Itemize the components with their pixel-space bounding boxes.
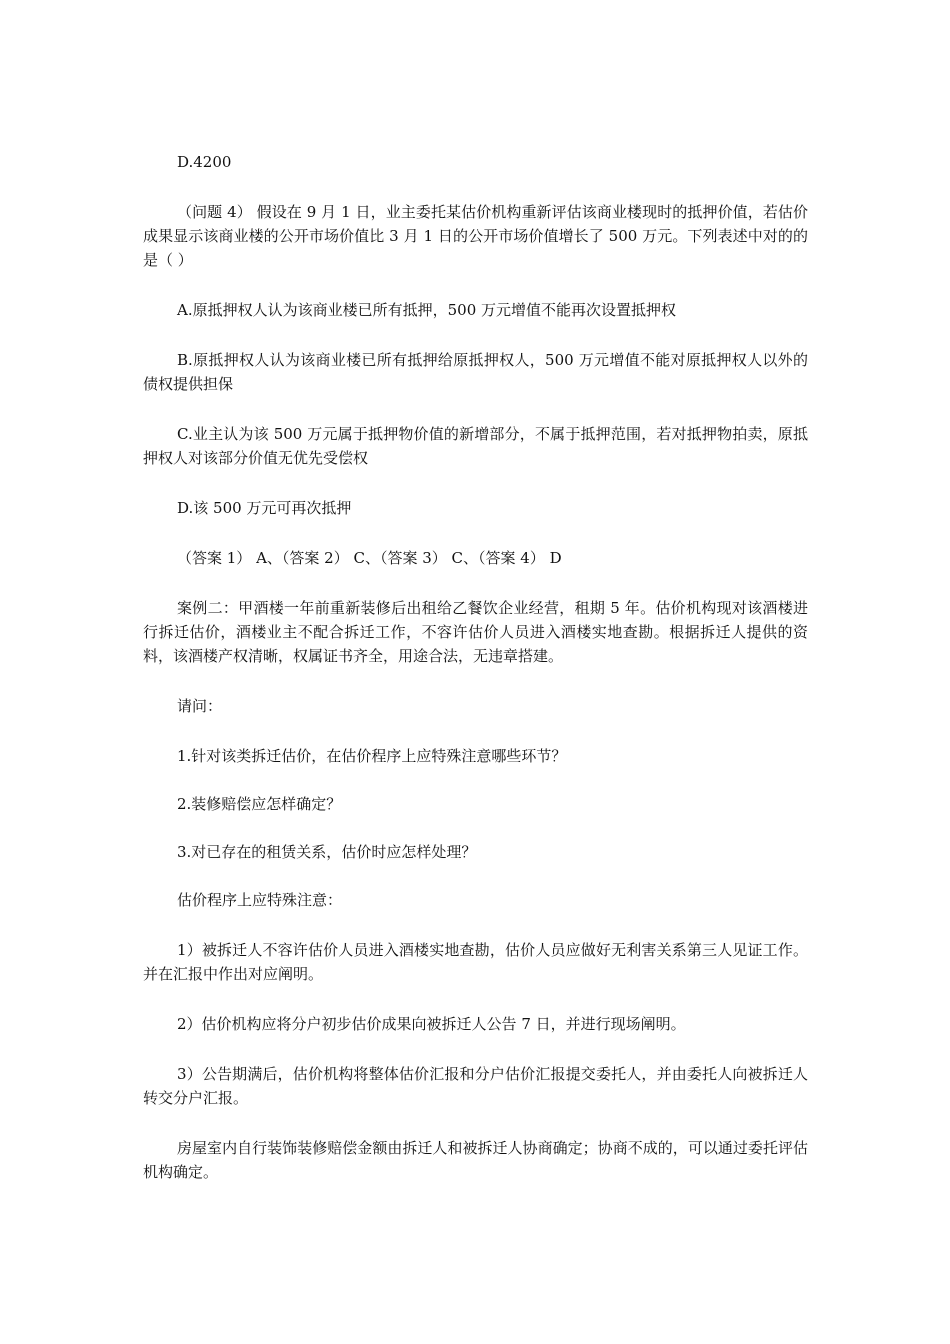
decoration-compensation-answer: 房屋室内自行装饰装修赔偿金额由拆迁人和被拆迁人协商确定；协商不成的，可以通过委托评估机构确定。 [143,1139,808,1181]
question-heading: 请问： [177,697,223,715]
option-c: C.业主认为该 500 万元属于抵押物价值的新增部分，不属于抵押范围，若对抵押物拍卖，原抵押权人对该部分价值无优先受偿权 [143,425,808,467]
answer-heading: 估价程序上应特殊注意： [177,891,343,909]
option-b: B.原抵押权人认为该商业楼已所有抵押给原抵押权人，500 万元增值不能对原抵押权人以外的债权提供担保 [143,351,808,393]
answer-point-2: 2）估价机构应将分户初步估价成果向被拆迁人公告 7 日，并进行现场阐明。 [177,1015,686,1033]
option-d: D.该 500 万元可再次抵押 [177,499,352,517]
question-3: 3.对已存在的租赁关系，估价时应怎样处理？ [177,843,477,861]
case-two-description: 案例二：甲酒楼一年前重新装修后出租给乙餐饮企业经营，租期 5 年。估价机构现对该酒楼进行拆迁估价，酒楼业主不配合拆迁工作，不容许估价人员进入酒楼实地查勘。根据拆迁人提供的资料，该酒楼产权清晰，权属证书齐全，用途合法，无违章搭建。 [143,599,808,665]
question-4: （问题 4） 假设在 9 月 1 日，业主委托某估价机构重新评估该商业楼现时的抵押价值，若估价成果显示该商业楼的公开市场价值比 3 月 1 日的公开市场价值增长了 500 万元。下列表述中对的的是（ ） [143,203,808,269]
option-a: A.原抵押权人认为该商业楼已所有抵押，500 万元增值不能再次设置抵押权 [177,301,677,319]
answer-point-1: 1）被拆迁人不容许估价人员进入酒楼实地查勘，估价人员应做好无利害关系第三人见证工作。并在汇报中作出对应阐明。 [143,941,808,983]
answer-point-3: 3）公告期满后，估价机构将整体估价汇报和分户估价汇报提交委托人，并由委托人向被拆迁人转交分户汇报。 [143,1065,808,1107]
option-d-question3: D.4200 [177,153,232,171]
document-body [143,150,808,1210]
answers: （答案 1） A、（答案 2） C、（答案 3） C、（答案 4） D [177,549,562,567]
question-1: 1.针对该类拆迁估价，在估价程序上应特殊注意哪些环节？ [177,747,567,765]
question-2: 2.装修赔偿应怎样确定？ [177,795,342,813]
